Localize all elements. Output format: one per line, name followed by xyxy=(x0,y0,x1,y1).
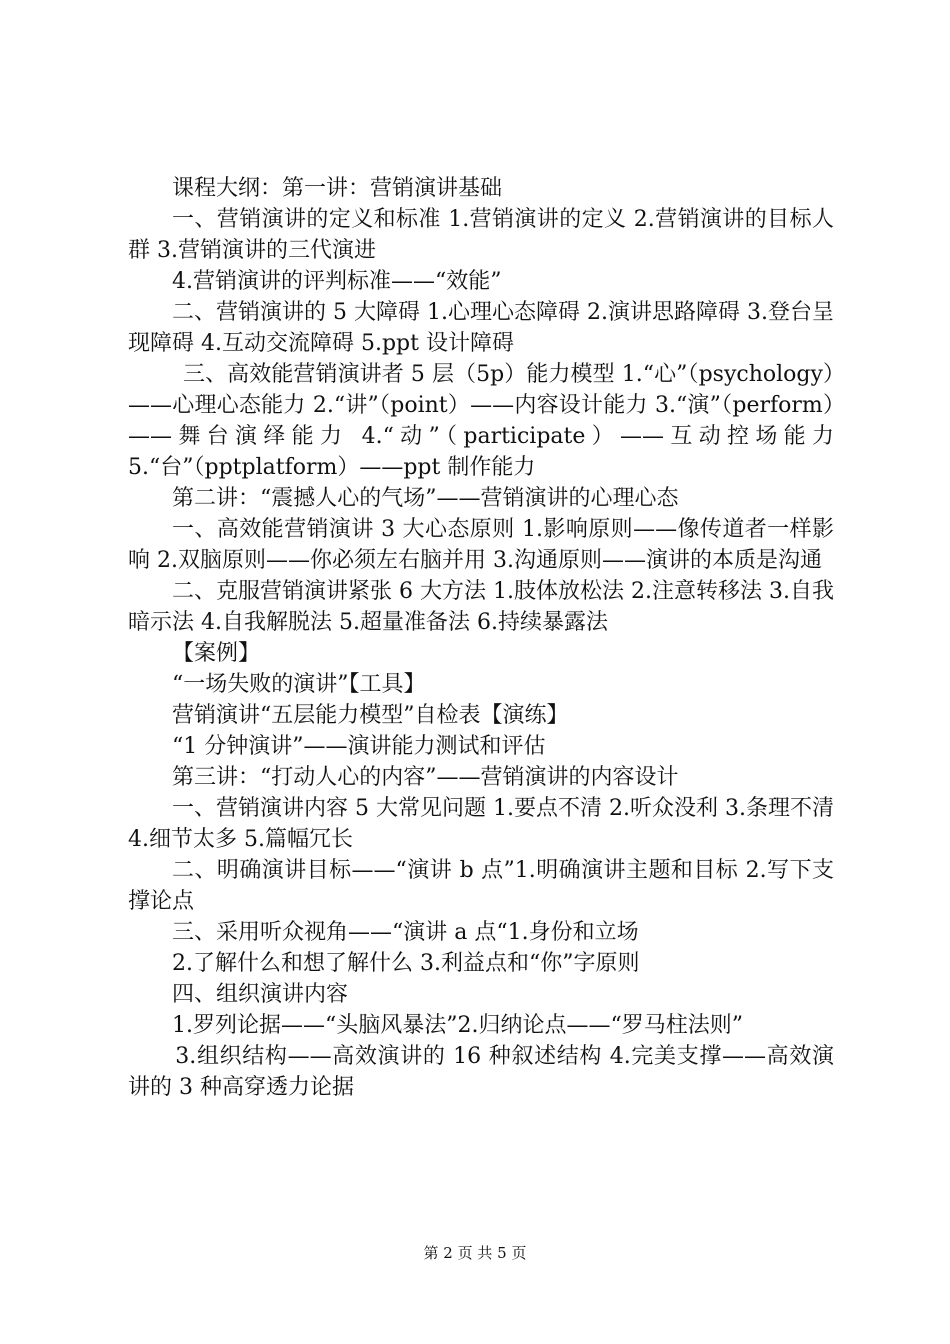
lecture-2-heading: 第二讲：“震撼人心的气场”——营销演讲的心理心态 xyxy=(172,486,679,511)
section-1-3: 三、高效能营销演讲者 5 层（5p）能力模型 1.“心”（psychology）——心理心态能力 2.“讲”（point）——内容设计能力 3.“演”（perform）——舞台演绎能力 4.“动”（participate）——互动控场能力 5.“台”（pptplatform）——ppt 制作能力 xyxy=(128,362,834,480)
section-3-3-continued: 2.了解什么和想了解什么 3.利益点和“你”字原则 xyxy=(172,951,640,976)
page-footer: 第 2 页 共 5 页 xyxy=(423,1244,527,1262)
section-1-1: 一、营销演讲的定义和标准 1.营销演讲的定义 2.营销演讲的目标人群 3.营销演讲的三代演进 xyxy=(128,207,834,263)
section-2-1: 一、高效能营销演讲 3 大心态原则 1.影响原则——像传道者一样影响 2.双脑原则——你必须左右脑并用 3.沟通原则——演讲的本质是沟通 xyxy=(128,517,834,573)
tool-drill: 营销演讲“五层能力模型”自检表【演练】 xyxy=(172,703,569,728)
section-3-4-items-2: 3.组织结构——高效演讲的 16 种叙述结构 4.完美支撑——高效演讲的 3 种高穿透力论据 xyxy=(128,1044,834,1100)
case-label: 【案例】 xyxy=(172,641,261,666)
section-3-3: 三、采用听众视角——“演讲 a 点“1.身份和立场 xyxy=(172,920,639,945)
outline-heading: 课程大纲：第一讲：营销演讲基础 xyxy=(172,176,503,201)
section-2-2: 二、克服营销演讲紧张 6 大方法 1.肢体放松法 2.注意转移法 3.自我暗示法 4.自我解脱法 5.超量准备法 6.持续暴露法 xyxy=(128,579,834,635)
section-1-2: 二、营销演讲的 5 大障碍 1.心理心态障碍 2.演讲思路障碍 3.登台呈现障碍 4.互动交流障碍 5.ppt 设计障碍 xyxy=(128,300,834,356)
section-3-4: 四、组织演讲内容 xyxy=(172,982,349,1007)
section-3-1: 一、营销演讲内容 5 大常见问题 1.要点不清 2.听众没利 3.条理不清 4.细节太多 5.篇幅冗长 xyxy=(128,796,834,852)
section-1-1-continued: 4.营销演讲的评判标准——“效能” xyxy=(172,269,502,294)
case-title-tool: “一场失败的演讲”【工具】 xyxy=(172,672,426,697)
section-3-2: 二、明确演讲目标——“演讲 b 点”1.明确演讲主题和目标 2.写下支撑论点 xyxy=(128,858,834,914)
section-3-4-items-1: 1.罗列论据——“头脑风暴法”2.归纳论点——“罗马柱法则” xyxy=(172,1013,743,1038)
lecture-3-heading: 第三讲：“打动人心的内容”——营销演讲的内容设计 xyxy=(172,765,679,790)
document-body xyxy=(128,173,834,1103)
drill-title: “1 分钟演讲”——演讲能力测试和评估 xyxy=(172,734,546,759)
